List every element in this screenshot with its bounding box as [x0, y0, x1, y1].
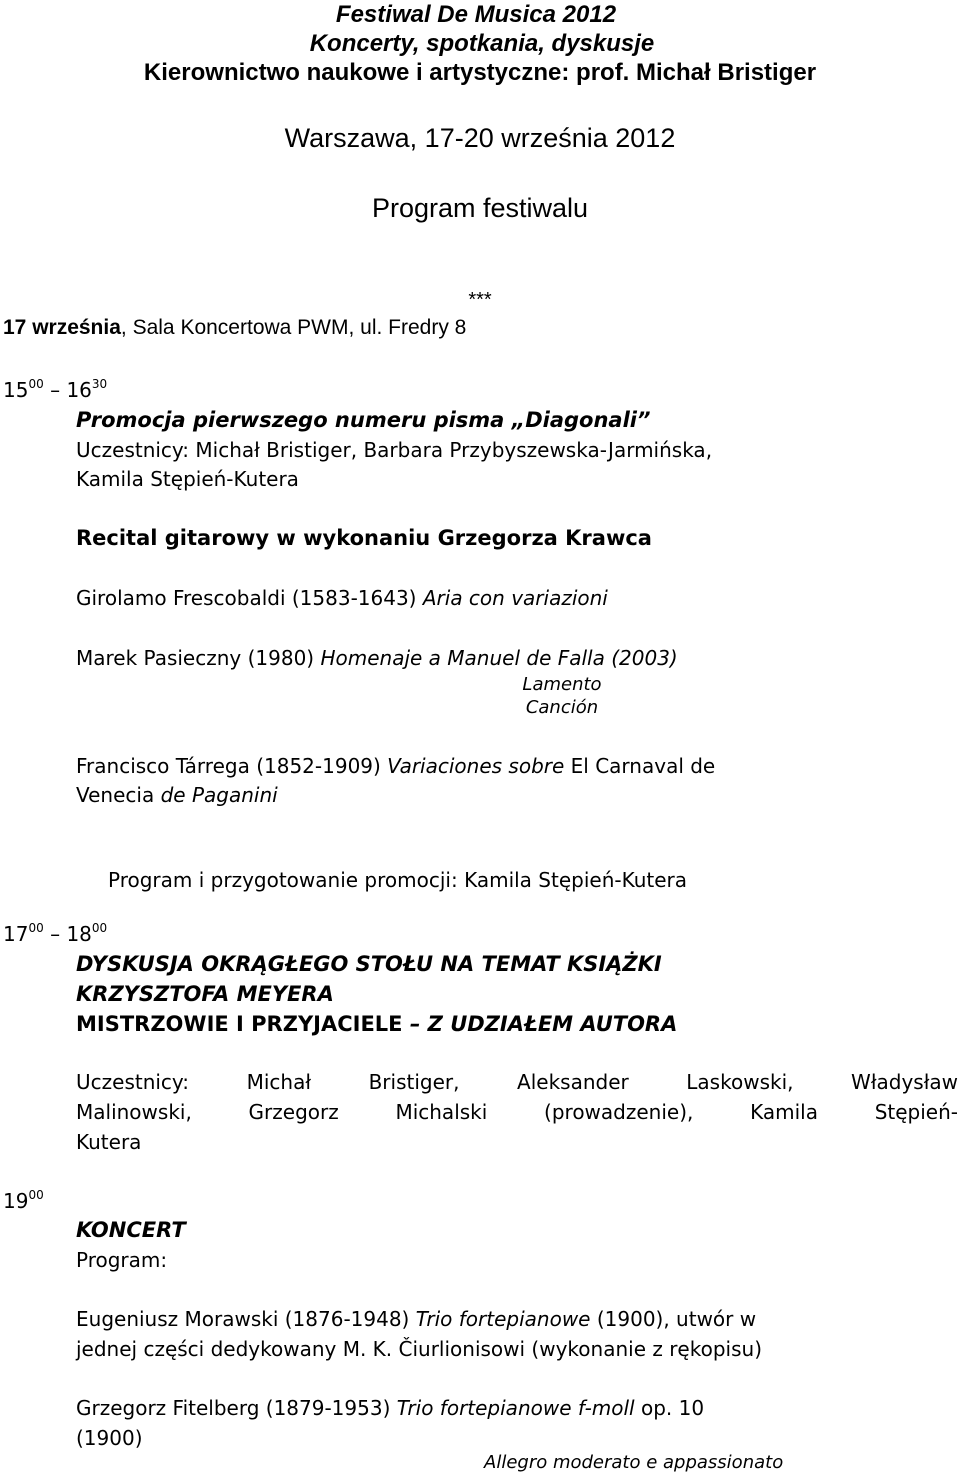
event3-time: $19^{00}$: [3, 1188, 44, 1213]
piece-fitelberg-line1: Grzegorz Fitelberg (1879-1953) Trio fortepianowe f-moll op. 10: [76, 1396, 705, 1420]
piece-tarrega-line2: Venecia de Paganini: [76, 783, 278, 807]
concert-program-label: Program:: [76, 1248, 168, 1272]
movement-allegro: Allegro moderato e appassionato: [484, 1452, 784, 1473]
event1-time: $15^{00} - 16^{30}$: [3, 377, 108, 402]
event1-title: Promocja pierwszego numeru pisma „Diagonali”: [76, 408, 651, 432]
event2-subtitle: MISTRZOWIE I PRZYJACIELE – Z UDZIAŁEM AUTORA: [76, 1012, 678, 1036]
day-heading: [3, 314, 466, 342]
piece-tarrega-line1: Francisco Tárrega (1852-1909) Variaciones sobre El Carnaval de: [76, 754, 716, 778]
movement-cancion: Canción: [525, 697, 599, 718]
day-venue: , Sala Koncertowa PWM, ul. Fredry 8: [120, 316, 467, 339]
event1-participants-line1: Uczestnicy: Michał Bristiger, Barbara Przybyszewska-Jarmińska,: [76, 438, 713, 462]
program-title: Program festiwalu: [371, 193, 589, 223]
piece-morawski-line1: Eugeniusz Morawski (1876-1948) Trio fortepianowe (1900), utwór w: [76, 1307, 757, 1331]
festival-title: Festiwal De Musica 2012: [335, 1, 617, 28]
event2-time: $17^{00} - 18^{00}$: [3, 921, 108, 946]
place-date: Warszawa, 17-20 września 2012: [284, 123, 676, 153]
festival-direction: Kierownictwo naukowe i artystyczne: prof. Michał Bristiger: [143, 59, 817, 86]
festival-subtitle: Koncerty, spotkania, dyskusje: [309, 30, 655, 57]
piece-frescobaldi: Girolamo Frescobaldi (1583-1643) Aria con variazioni: [76, 586, 608, 610]
separator: ***: [468, 289, 492, 311]
piece-morawski-line2: jednej części dedykowany M. K. Čiurlionisowi (wykonanie z rękopisu): [76, 1337, 762, 1361]
concert-heading: KONCERT: [76, 1218, 186, 1242]
piece-fitelberg-line2: (1900): [76, 1426, 143, 1450]
program-preparation: Program i przygotowanie promocji: Kamila Stępień-Kutera: [108, 868, 688, 892]
movement-lamento: Lamento: [522, 674, 602, 695]
day-date: 17 września: [3, 316, 121, 339]
event2-title-line1: DYSKUSJA OKRĄGŁEGO STOŁU NA TEMAT KSIĄŻKI: [76, 952, 662, 976]
event2-participants: Uczestnicy: Michał Bristiger, Aleksander Laskowski, Władysław Malinowski, Grzegorz Michalski (prowadzenie), Kamila Stępień- Kutera: [76, 1070, 958, 1154]
event1-participants-line2: Kamila Stępień-Kutera: [76, 467, 299, 491]
piece-pasieczny: Marek Pasieczny (1980) Homenaje a Manuel de Falla (2003): [76, 646, 678, 670]
recital-heading: Recital gitarowy w wykonaniu Grzegorza Krawca: [76, 526, 652, 550]
event2-title-line2: KRZYSZTOFA MEYERA: [76, 982, 334, 1006]
